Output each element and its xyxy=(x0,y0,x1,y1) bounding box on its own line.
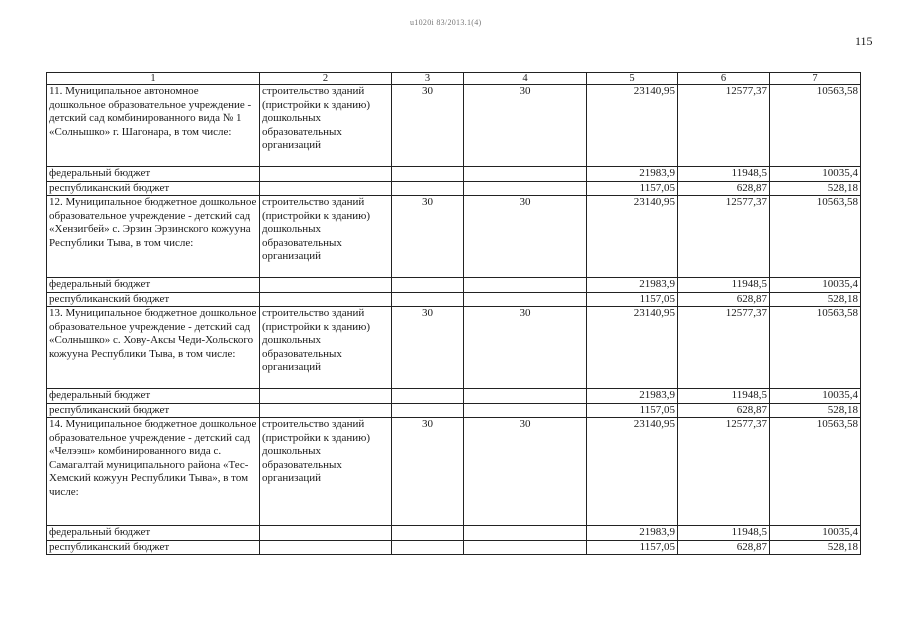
cell-col6: 628,87 xyxy=(678,540,770,555)
table-row-institution xyxy=(47,85,861,167)
cell-col6: 12577,37 xyxy=(678,418,770,526)
cell-col5: 1157,05 xyxy=(587,540,678,555)
table-row-budget-source xyxy=(47,181,861,196)
cell-col3 xyxy=(392,181,464,196)
cell-institution: республиканский бюджет xyxy=(47,540,260,555)
cell-col7: 10563,58 xyxy=(770,196,861,278)
cell-institution: федеральный бюджет xyxy=(47,526,260,541)
cell-col6: 628,87 xyxy=(678,292,770,307)
cell-object-type xyxy=(260,403,392,418)
cell-object-type xyxy=(260,389,392,404)
table-row-budget-source xyxy=(47,292,861,307)
cell-col3 xyxy=(392,389,464,404)
cell-col3: 30 xyxy=(392,418,464,526)
cell-object-type xyxy=(260,181,392,196)
cell-object-type xyxy=(260,278,392,293)
cell-object-type: строительство зданий (пристройки к зданию) дошкольных образовательных организаций xyxy=(260,85,392,167)
table-row-budget-source xyxy=(47,389,861,404)
cell-col3 xyxy=(392,540,464,555)
budget-table-body xyxy=(47,73,861,555)
cell-col7: 528,18 xyxy=(770,403,861,418)
cell-object-type: строительство зданий (пристройки к зданию) дошкольных образовательных организаций xyxy=(260,307,392,389)
cell-col5: 21983,9 xyxy=(587,167,678,182)
cell-col7: 10035,4 xyxy=(770,278,861,293)
cell-col6: 628,87 xyxy=(678,181,770,196)
cell-institution: 13. Муниципальное бюджетное дошкольное образовательное учреждение - детский сад «Солнышко» с. Хову-Аксы Чеди-Хольского кожууна Республики Тыва, в том числе: xyxy=(47,307,260,389)
cell-object-type: строительство зданий (пристройки к зданию) дошкольных образовательных организаций xyxy=(260,418,392,526)
cell-col4 xyxy=(464,540,587,555)
cell-col5: 1157,05 xyxy=(587,181,678,196)
column-header: 4 xyxy=(464,73,587,85)
table-row-institution xyxy=(47,196,861,278)
cell-col4 xyxy=(464,389,587,404)
table-row-budget-source xyxy=(47,403,861,418)
cell-institution: республиканский бюджет xyxy=(47,403,260,418)
cell-col5: 23140,95 xyxy=(587,196,678,278)
cell-col4 xyxy=(464,526,587,541)
table-row-budget-source xyxy=(47,540,861,555)
cell-institution: федеральный бюджет xyxy=(47,389,260,404)
cell-col5: 23140,95 xyxy=(587,418,678,526)
cell-institution: федеральный бюджет xyxy=(47,278,260,293)
cell-col4: 30 xyxy=(464,307,587,389)
cell-object-type xyxy=(260,292,392,307)
cell-col6: 12577,37 xyxy=(678,85,770,167)
page-number: 115 xyxy=(855,34,873,48)
table-row-budget-source xyxy=(47,526,861,541)
cell-col5: 1157,05 xyxy=(587,403,678,418)
cell-object-type xyxy=(260,526,392,541)
column-header: 6 xyxy=(678,73,770,85)
cell-col3 xyxy=(392,403,464,418)
cell-col7: 10563,58 xyxy=(770,85,861,167)
cell-col6: 11948,5 xyxy=(678,278,770,293)
cell-col6: 12577,37 xyxy=(678,196,770,278)
cell-institution: федеральный бюджет xyxy=(47,167,260,182)
cell-col7: 10563,58 xyxy=(770,307,861,389)
cell-col7: 10035,4 xyxy=(770,167,861,182)
table-header-row xyxy=(47,73,861,85)
cell-col5: 21983,9 xyxy=(587,389,678,404)
cell-institution: республиканский бюджет xyxy=(47,181,260,196)
cell-col6: 11948,5 xyxy=(678,167,770,182)
cell-col3 xyxy=(392,292,464,307)
cell-col3: 30 xyxy=(392,85,464,167)
cell-institution: 14. Муниципальное бюджетное дошкольное образовательное учреждение - детский сад «Челээш» комбинированного вида с. Самагалтай муниципального района «Тес-Хемский кожуун Республики Тыва», в том числе: xyxy=(47,418,260,526)
cell-col4 xyxy=(464,167,587,182)
cell-col5: 21983,9 xyxy=(587,526,678,541)
cell-col4 xyxy=(464,292,587,307)
cell-col7: 10035,4 xyxy=(770,526,861,541)
cell-col6: 628,87 xyxy=(678,403,770,418)
column-header: 1 xyxy=(47,73,260,85)
table-row-institution xyxy=(47,307,861,389)
cell-object-type: строительство зданий (пристройки к зданию) дошкольных образовательных организаций xyxy=(260,196,392,278)
table-row-budget-source xyxy=(47,278,861,293)
cell-col7: 528,18 xyxy=(770,181,861,196)
cell-col5: 23140,95 xyxy=(587,307,678,389)
column-header: 2 xyxy=(260,73,392,85)
cell-object-type xyxy=(260,540,392,555)
cell-institution: республиканский бюджет xyxy=(47,292,260,307)
column-header: 5 xyxy=(587,73,678,85)
document-header-code: u1020i 83/2013.1(4) xyxy=(410,18,482,27)
cell-col4 xyxy=(464,181,587,196)
cell-col3 xyxy=(392,167,464,182)
cell-col7: 528,18 xyxy=(770,540,861,555)
cell-col4: 30 xyxy=(464,196,587,278)
cell-col3: 30 xyxy=(392,196,464,278)
cell-institution: 12. Муниципальное бюджетное дошкольное образовательное учреждение - детский сад «Хензигбей» с. Эрзин Эрзинского кожууна Республики Тыва, в том числе: xyxy=(47,196,260,278)
table-row-institution xyxy=(47,418,861,526)
cell-col5: 21983,9 xyxy=(587,278,678,293)
cell-col7: 10563,58 xyxy=(770,418,861,526)
cell-col6: 11948,5 xyxy=(678,389,770,404)
cell-col4 xyxy=(464,278,587,293)
cell-col4 xyxy=(464,403,587,418)
cell-col7: 528,18 xyxy=(770,292,861,307)
cell-institution: 11. Муниципальное автономное дошкольное образовательное учреждение - детский сад комбинированного вида № 1 «Солнышко» г. Шагонара, в том числе: xyxy=(47,85,260,167)
column-header: 7 xyxy=(770,73,861,85)
cell-col6: 12577,37 xyxy=(678,307,770,389)
table-row-budget-source xyxy=(47,167,861,182)
cell-col3 xyxy=(392,526,464,541)
cell-col7: 10035,4 xyxy=(770,389,861,404)
cell-col5: 1157,05 xyxy=(587,292,678,307)
budget-table xyxy=(46,72,861,555)
cell-col4: 30 xyxy=(464,418,587,526)
cell-object-type xyxy=(260,167,392,182)
cell-col3 xyxy=(392,278,464,293)
cell-col3: 30 xyxy=(392,307,464,389)
column-header: 3 xyxy=(392,73,464,85)
cell-col6: 11948,5 xyxy=(678,526,770,541)
cell-col5: 23140,95 xyxy=(587,85,678,167)
cell-col4: 30 xyxy=(464,85,587,167)
